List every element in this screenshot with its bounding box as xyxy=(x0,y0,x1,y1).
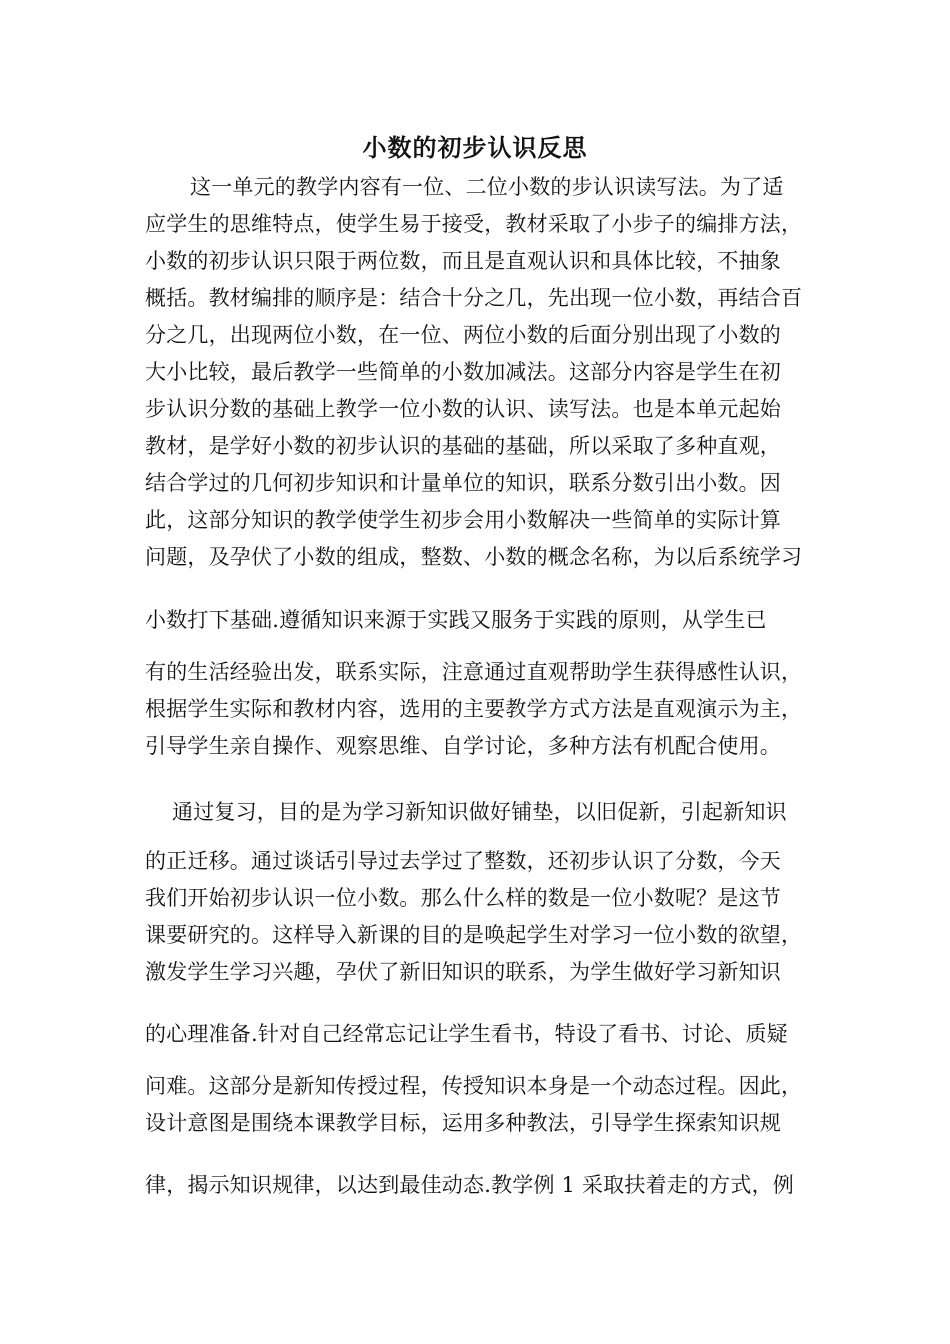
paragraph-line: 问题，及孕伏了小数的组成，整数、小数的概念名称，为以后系统学习 xyxy=(145,545,803,569)
paragraph-line: 此，这部分知识的教学使学生初步会用小数解决一些简单的实际计算 xyxy=(145,508,781,532)
paragraph-line: 通过复习，目的是为学习新知识做好铺垫，以旧促新，引起新知识 xyxy=(172,800,787,824)
paragraph-line: 课要研究的。这样导入新课的目的是唤起学生对学习一位小数的欲望， xyxy=(145,923,803,947)
paragraph-line: 分之几，出现两位小数，在一位、两位小数的后面分别出现了小数的 xyxy=(145,323,781,347)
paragraph-line: 小数打下基础.遵循知识来源于实践又服务于实践的原则，从学生已 xyxy=(145,608,767,632)
paragraph-line: 这一单元的教学内容有一位、二位小数的步认识读写法。为了适 xyxy=(190,175,784,199)
paragraph-line: 概括。教材编排的顺序是：结合十分之几，先出现一位小数，再结合百 xyxy=(145,286,803,310)
paragraph-line: 的心理准备.针对自己经常忘记让学生看书，特设了看书、讨论、质疑 xyxy=(145,1022,788,1046)
paragraph-line: 引导学生亲自操作、观察思维、自学讨论，多种方法有机配合使用。 xyxy=(145,734,781,758)
paragraph-line: 小数的初步认识只限于两位数，而且是直观认识和具体比较，不抽象 xyxy=(145,249,781,273)
paragraph-line: 我们开始初步认识一位小数。那么什么样的数是一位小数呢？是这节 xyxy=(145,886,781,910)
paragraph-line: 律，揭示知识规律，以达到最佳动态.教学例 1 采取扶着走的方式，例 xyxy=(145,1173,794,1197)
paragraph-line: 应学生的思维特点，使学生易于接受，教材采取了小步子的编排方法， xyxy=(145,212,803,236)
document-title: 小数的初步认识反思 xyxy=(362,133,588,162)
paragraph-line: 教材，是学好小数的初步认识的基础的基础，所以采取了多种直观， xyxy=(145,434,781,458)
paragraph-line: 大小比较，最后教学一些简单的小数加减法。这部分内容是学生在初 xyxy=(145,360,781,384)
paragraph-line: 有的生活经验出发，联系实际，注意通过直观帮助学生获得感性认识， xyxy=(145,660,803,684)
paragraph-line: 根据学生实际和教材内容，选用的主要教学方式方法是直观演示为主， xyxy=(145,697,803,721)
paragraph-line: 的正迁移。通过谈话引导过去学过了整数，还初步认识了分数，今天 xyxy=(145,849,781,873)
paragraph-line: 设计意图是围绕本课教学目标，运用多种教法，引导学生探索知识规 xyxy=(145,1111,781,1135)
paragraph-line: 步认识分数的基础上教学一位小数的认识、读写法。也是本单元起始 xyxy=(145,397,781,421)
paragraph-line: 激发学生学习兴趣，孕伏了新旧知识的联系，为学生做好学习新知识 xyxy=(145,960,781,984)
paragraph-line: 问难。这部分是新知传授过程，传授知识本身是一个动态过程。因此， xyxy=(145,1074,803,1098)
paragraph-line: 结合学过的几何初步知识和计量单位的知识，联系分数引出小数。因 xyxy=(145,471,781,495)
